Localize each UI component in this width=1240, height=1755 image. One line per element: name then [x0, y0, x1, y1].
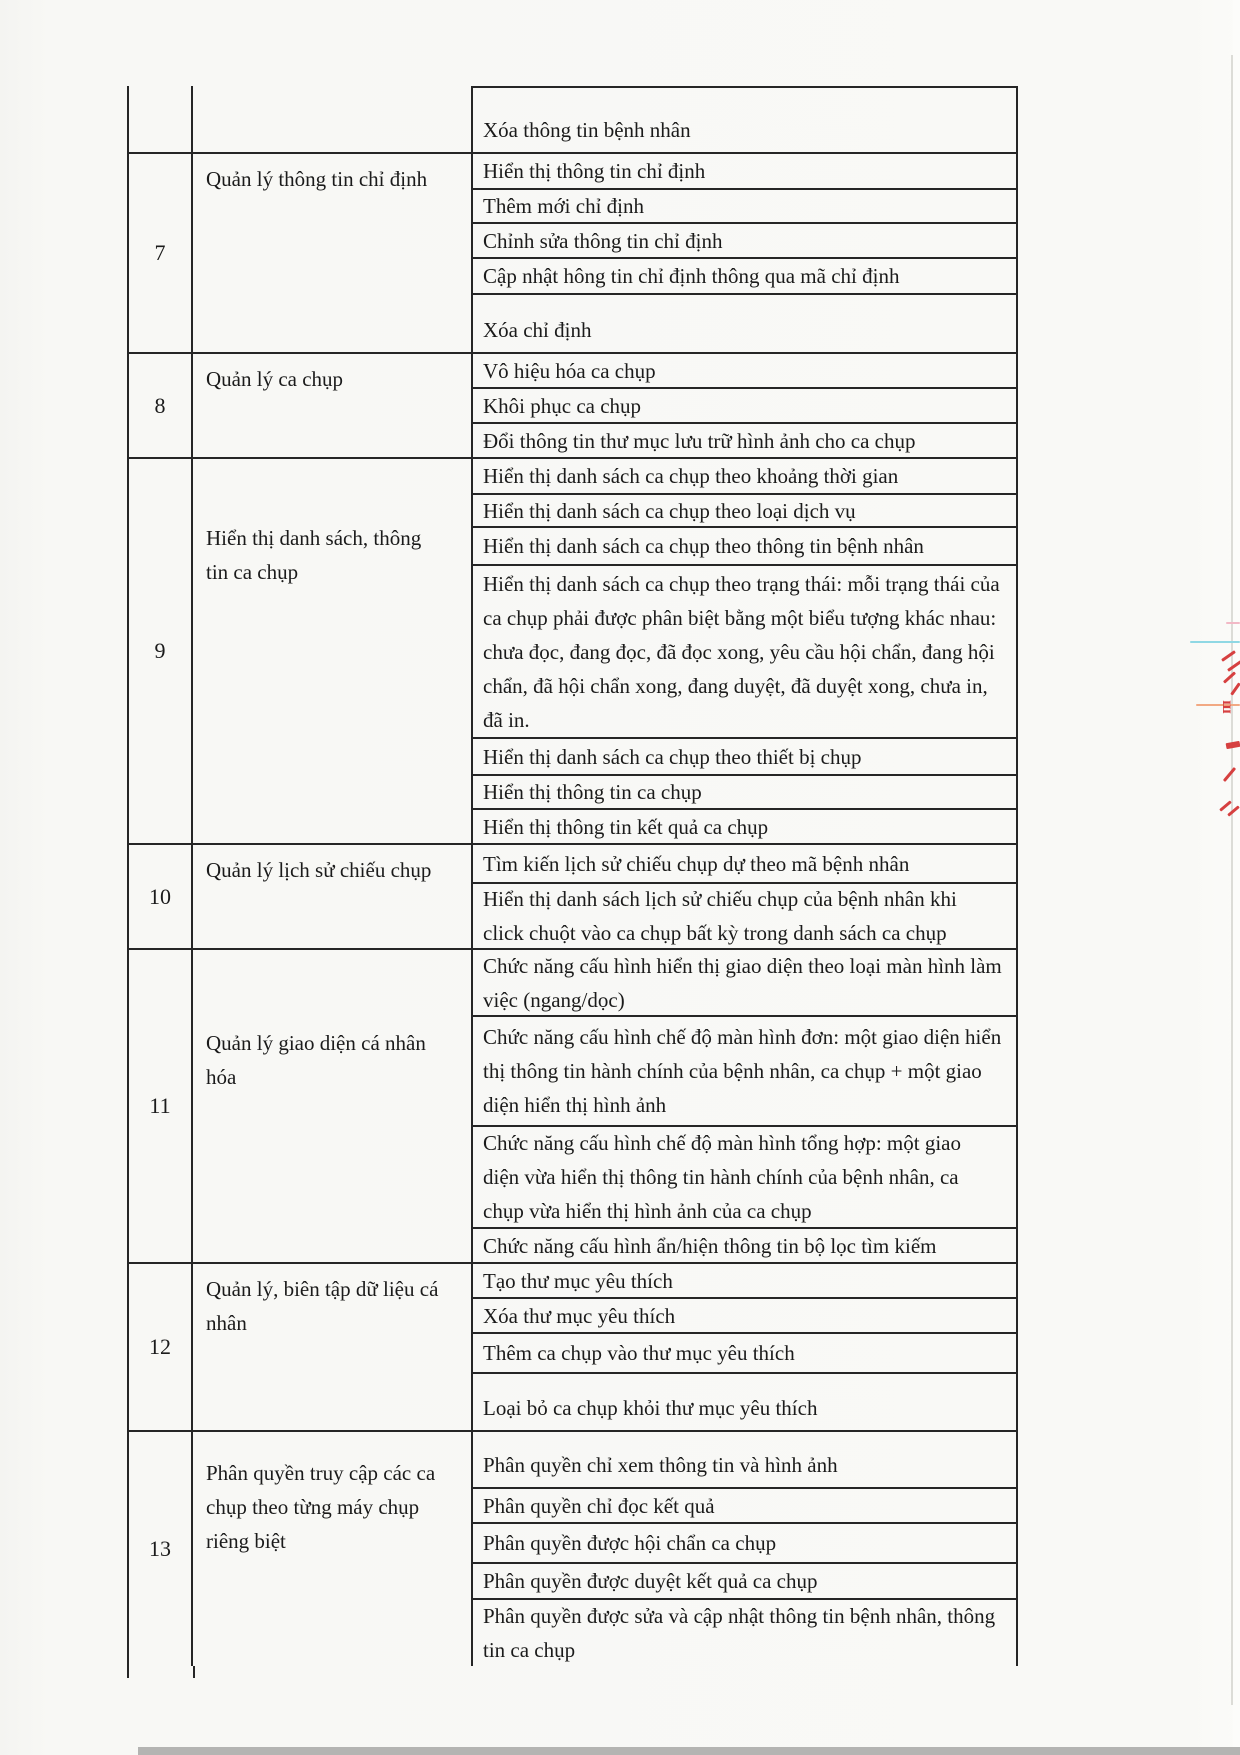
- row-number-cell: 12: [127, 1264, 193, 1430]
- row-number-cell: 10: [127, 845, 193, 948]
- function-item: [473, 1332, 1016, 1372]
- function-item-text: Phân quyền chỉ đọc kết quả: [483, 1493, 715, 1518]
- table-row: [127, 843, 1018, 948]
- function-item-text: Hiển thị danh sách ca chụp theo trạng thái: mỗi trạng thái của ca chụp phải được phân biệt bằng một biểu tượng khác nhau: chưa đọc, đang đọc, đã đọc xong, yêu cầu hội chẩn, đang hội chẩn, đã hội chẩn xong, đang duyệt, đã duyệt xong, chưa in, đã in.: [483, 571, 1000, 732]
- function-item-text: Hiển thị danh sách ca chụp theo thông tin bệnh nhân: [483, 534, 924, 558]
- function-item-text: Hiển thị thông tin ca chụp: [483, 780, 702, 804]
- scan-paper-edge: [1233, 0, 1240, 1755]
- function-item: [473, 1264, 1016, 1297]
- function-item: [473, 188, 1016, 222]
- table-row: [127, 948, 1018, 1262]
- function-item-text: Chức năng cấu hình ẩn/hiện thông tin bộ lọc tìm kiếm: [483, 1233, 937, 1258]
- category-text: Quản lý giao diện cá nhân hóa: [206, 1031, 426, 1089]
- function-items-cell: [473, 154, 1018, 352]
- scan-cyan-line: [1190, 641, 1240, 643]
- row-number-cell: 7: [127, 154, 193, 352]
- function-item-text: Phân quyền được hội chẩn ca chụp: [483, 1531, 777, 1555]
- function-item: [473, 154, 1016, 188]
- function-item: [473, 808, 1016, 843]
- category-cell: [193, 86, 473, 152]
- function-item: [473, 1297, 1016, 1332]
- category-cell: [193, 459, 473, 843]
- category-cell: [193, 354, 473, 457]
- category-cell: [193, 1264, 473, 1430]
- function-item: [473, 1432, 1016, 1487]
- category-text: Quản lý thông tin chỉ định: [206, 167, 428, 191]
- function-item-text: Đổi thông tin thư mục lưu trữ hình ảnh cho ca chụp: [483, 428, 916, 453]
- function-item: [473, 1015, 1016, 1125]
- function-item-text: Hiển thị danh sách ca chụp theo loại dịch vụ: [483, 498, 856, 523]
- row-number-cell: 13: [127, 1432, 193, 1666]
- function-item: [473, 222, 1016, 257]
- function-item-text: Khôi phục ca chụp: [483, 393, 642, 418]
- function-item-text: Chức năng cấu hình chế độ màn hình đơn: một giao diện hiển thị thông tin hành chính của bệnh nhân, ca chụp + một giao diện hiển thị hình ảnh: [483, 1025, 1002, 1117]
- function-item: [473, 737, 1016, 774]
- function-item: [473, 1598, 1016, 1666]
- function-item-text: Xóa chỉ định: [483, 318, 592, 342]
- function-item-text: Hiển thị danh sách ca chụp theo khoảng thời gian: [483, 464, 899, 488]
- function-item-text: Phân quyền được duyệt kết quả ca chụp: [483, 1569, 818, 1593]
- function-item: [473, 459, 1016, 493]
- function-item: [473, 86, 1016, 152]
- function-item: [473, 293, 1016, 352]
- function-items-cell: [473, 1432, 1018, 1666]
- function-item-text: Xóa thư mục yêu thích: [483, 1303, 676, 1328]
- category-cell: [193, 154, 473, 352]
- category-text: Hiển thị danh sách, thông tin ca chụp: [206, 526, 422, 584]
- function-item: [473, 564, 1016, 737]
- function-item: [473, 354, 1016, 387]
- function-item-text: Hiển thị danh sách ca chụp theo thiết bị chụp: [483, 744, 862, 769]
- table-row: [127, 152, 1018, 352]
- function-item-text: Hiển thị thông tin kết quả ca chụp: [483, 814, 769, 839]
- function-items-cell: [473, 845, 1018, 948]
- function-items-cell: [473, 86, 1018, 152]
- row-number-cell: [127, 86, 193, 152]
- function-item-text: Loại bỏ ca chụp khỏi thư mục yêu thích: [483, 1396, 818, 1420]
- category-cell: [193, 845, 473, 948]
- function-item-text: Chức năng cấu hình hiển thị giao diện theo loại màn hình làm việc (ngang/dọc): [483, 953, 1002, 1012]
- function-item-text: Tạo thư mục yêu thích: [483, 1268, 673, 1293]
- table-row: [127, 1430, 1018, 1666]
- function-item: [473, 1227, 1016, 1262]
- pen-glyph: ш: [1218, 700, 1236, 714]
- category-text: Quản lý ca chụp: [206, 367, 344, 391]
- function-item-text: Hiển thị danh sách lịch sử chiếu chụp của bệnh nhân khi click chuột vào ca chụp bất kỳ trong danh sách ca chụp: [483, 887, 957, 945]
- functions-table: [127, 86, 1018, 1666]
- function-item-text: Thêm ca chụp vào thư mục yêu thích: [483, 1341, 795, 1365]
- scan-bottom-strip: [138, 1747, 1240, 1755]
- function-item-text: Chức năng cấu hình chế độ màn hình tổng hợp: một giao diện vừa hiển thị thông tin hành chính của bệnh nhân, ca chụp vừa hiển thị hình ảnh của ca chụp: [483, 1131, 961, 1223]
- row-number-cell: 9: [127, 459, 193, 843]
- table-row: [127, 1262, 1018, 1430]
- function-item-text: Vô hiệu hóa ca chụp: [483, 358, 656, 383]
- function-item: [473, 1562, 1016, 1598]
- function-item: [473, 845, 1016, 882]
- table-row: [127, 352, 1018, 457]
- function-item-text: Chỉnh sửa thông tin chỉ định: [483, 228, 723, 253]
- function-item-text: Thêm mới chỉ định: [483, 194, 644, 218]
- scan-pink-line: [1226, 622, 1240, 624]
- function-item: [473, 774, 1016, 808]
- scan-edge-line: [1231, 55, 1233, 1705]
- function-item: [473, 387, 1016, 422]
- row-number-cell: 8: [127, 354, 193, 457]
- function-item: [473, 1125, 1016, 1227]
- function-item: [473, 1372, 1016, 1430]
- function-items-cell: [473, 354, 1018, 457]
- function-item-text: Cập nhật hông tin chỉ định thông qua mã chỉ định: [483, 264, 900, 288]
- function-items-cell: [473, 1264, 1018, 1430]
- category-text: Phân quyền truy cập các ca chụp theo từng máy chụp riêng biệt: [206, 1461, 436, 1553]
- function-item: [473, 526, 1016, 564]
- function-item-text: Xóa thông tin bệnh nhân: [483, 118, 691, 142]
- pen-stroke: [1219, 800, 1232, 811]
- table-border-stub: [127, 1666, 129, 1678]
- function-item-text: Tìm kiến lịch sử chiếu chụp dự theo mã bệnh nhân: [483, 851, 910, 876]
- function-item: [473, 882, 1016, 948]
- category-text: Quản lý lịch sử chiếu chụp: [206, 858, 432, 882]
- function-items-cell: [473, 950, 1018, 1262]
- function-item-text: Phân quyền chỉ xem thông tin và hình ảnh: [483, 1453, 838, 1477]
- table-continuation-row: [127, 86, 1018, 152]
- row-number-cell: 11: [127, 950, 193, 1262]
- category-text: Quản lý, biên tập dữ liệu cá nhân: [206, 1277, 439, 1335]
- category-cell: [193, 950, 473, 1262]
- table-row: [127, 457, 1018, 843]
- function-item-text: Phân quyền được sửa và cập nhật thông tin bệnh nhân, thông tin ca chụp: [483, 1604, 996, 1662]
- table-border-stub: [193, 1666, 195, 1678]
- function-item: [473, 950, 1016, 1015]
- function-item-text: Hiển thị thông tin chỉ định: [483, 159, 706, 183]
- function-item: [473, 493, 1016, 526]
- function-item: [473, 1522, 1016, 1562]
- category-cell: [193, 1432, 473, 1666]
- function-items-cell: [473, 459, 1018, 843]
- function-item: [473, 422, 1016, 457]
- function-item: [473, 1487, 1016, 1522]
- function-item: [473, 257, 1016, 293]
